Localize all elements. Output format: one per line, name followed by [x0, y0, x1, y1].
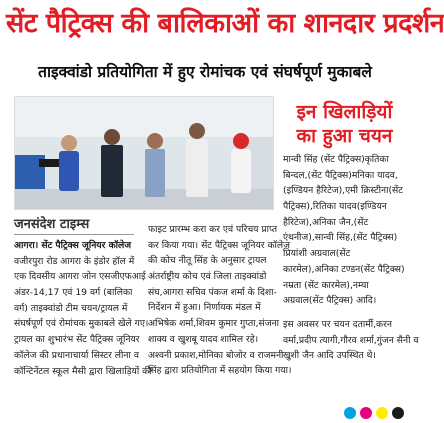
- article-line: अभिषेक शर्मा,शिवम कुमार गुप्ता,संजना: [148, 318, 279, 330]
- article-line: वर्मा,प्रदीप त्यागी,गौरव शर्मा,गुंजन सैनी व: [283, 334, 419, 346]
- article-line: सिंह द्वारा प्रतियोगिता में सहयोग किया गया।: [148, 365, 292, 377]
- registration-dot: [344, 407, 356, 419]
- selection-heading: [282, 100, 407, 148]
- headline: सेंट पैट्रिक्स की बालिकाओं का शानदार प्रदर्शन: [6, 8, 444, 39]
- article-line: आगरा। सेंट पैट्रिक्स जूनियर कॉलेज: [14, 240, 132, 251]
- registration-dot: [376, 407, 388, 419]
- article-line: कॉन्टिनेंटल स्कूल मैसी द्वारा खिलाड़ियों की: [14, 365, 152, 377]
- article-line: हैरिटेज),अनिका जैन,(सेंट: [283, 216, 369, 228]
- selected-players-list: [283, 152, 419, 364]
- registration-dot: [392, 407, 404, 419]
- article-line: एंथनीज),सान्वी सिंह,(सेंट पैट्रिक्स): [283, 232, 398, 244]
- article-line: एक दिवसीय आगरा जोन एसजीएफआई: [14, 271, 146, 283]
- article-line: बिन्दल,(सेंट पैट्रिक्स)मनिका यादव,: [283, 169, 398, 181]
- article-line: अग्रवाल(सेंट पैट्रिक्स) आदि।: [283, 295, 377, 307]
- news-photo: [14, 96, 274, 210]
- award-ceremony-photo: [15, 97, 273, 209]
- article-line: शाक्य व खुशबू यादव शामिल रहे।: [148, 333, 259, 345]
- article-line: ट्रायल का शुभारंभ सेंट पैट्रिक्स जूनियर: [14, 334, 140, 346]
- article-line: प्रियांशी अग्रवाल(सेंट: [283, 248, 351, 260]
- article-line: पैट्रिक्स),रितिका यादव(इण्डियन: [283, 201, 387, 213]
- article-line: कारमेल),अनिका टण्डन(सेंट पैट्रिक्स): [283, 263, 405, 275]
- registration-dot: [360, 407, 372, 419]
- selection-heading-line2: का हुआ चयन: [296, 125, 393, 147]
- article-line: वर्ग) ताइक्वांडो टीम चयन/ट्रायल में: [14, 302, 128, 314]
- article-line: की कोच नीतू सिंह के अनुसार ट्रायल: [148, 255, 267, 267]
- article-column-1: [14, 238, 152, 379]
- article-line: निर्देशन में हुआ। निर्णायक मंडल में: [148, 302, 261, 314]
- article-line: कॉलेज की प्रधानाचार्या सिस्टर लीना व: [14, 349, 139, 361]
- article-line: (इण्डियन हैरिटेज),एमी क्रिस्टीना(सेंट: [283, 185, 403, 197]
- article-line: वजीरपुरा रोड आगरा के इंडोर हॉल में: [14, 255, 135, 267]
- article-line: अंतर्राष्ट्रीय कोच एवं जिला ताइक्वांडो: [148, 271, 267, 283]
- article-column-2: [148, 222, 292, 379]
- article-line: मान्वी सिंह (सेंट पैट्रिक्स)कृतिका: [283, 154, 389, 165]
- article-line: संघ,आगरा सचिव पंकज शर्मा के दिशा-: [148, 286, 277, 298]
- subheadline: ताइक्वांडो प्रतियोगिता में हुए रोमांचक एवं संघर्षपूर्ण मुकाबले: [38, 63, 372, 81]
- byline: जनसंदेश टाइम्स: [14, 216, 134, 235]
- article-line: नम्रता (सेंट कारमेल),नम्या: [283, 279, 369, 291]
- article-line: संघर्षपूर्ण एवं रोमांचक मुकाबले खेले गए।: [14, 318, 149, 330]
- article-line: खुशी जैन आदि उपस्थित थे।: [283, 350, 376, 362]
- article-line: अंडर-14,17 एवं 19 वर्ग (बालिका: [14, 287, 133, 299]
- registration-marks: [344, 407, 406, 421]
- article-line: फाइट प्रारम्भ करा कर एवं परिचय प्राप्त: [148, 224, 278, 235]
- article-line: कर किया गया। सेंट पैट्रिक्स जूनियर कॉलेज: [148, 239, 290, 251]
- article-line: अश्वनी प्रकाश,मोनिका बोजोर व राजमनी: [148, 349, 284, 361]
- article-line: इस अवसर पर चयन दतार्मी,करन: [283, 318, 392, 330]
- selection-heading-line1: इन खिलाड़ियों: [296, 101, 393, 123]
